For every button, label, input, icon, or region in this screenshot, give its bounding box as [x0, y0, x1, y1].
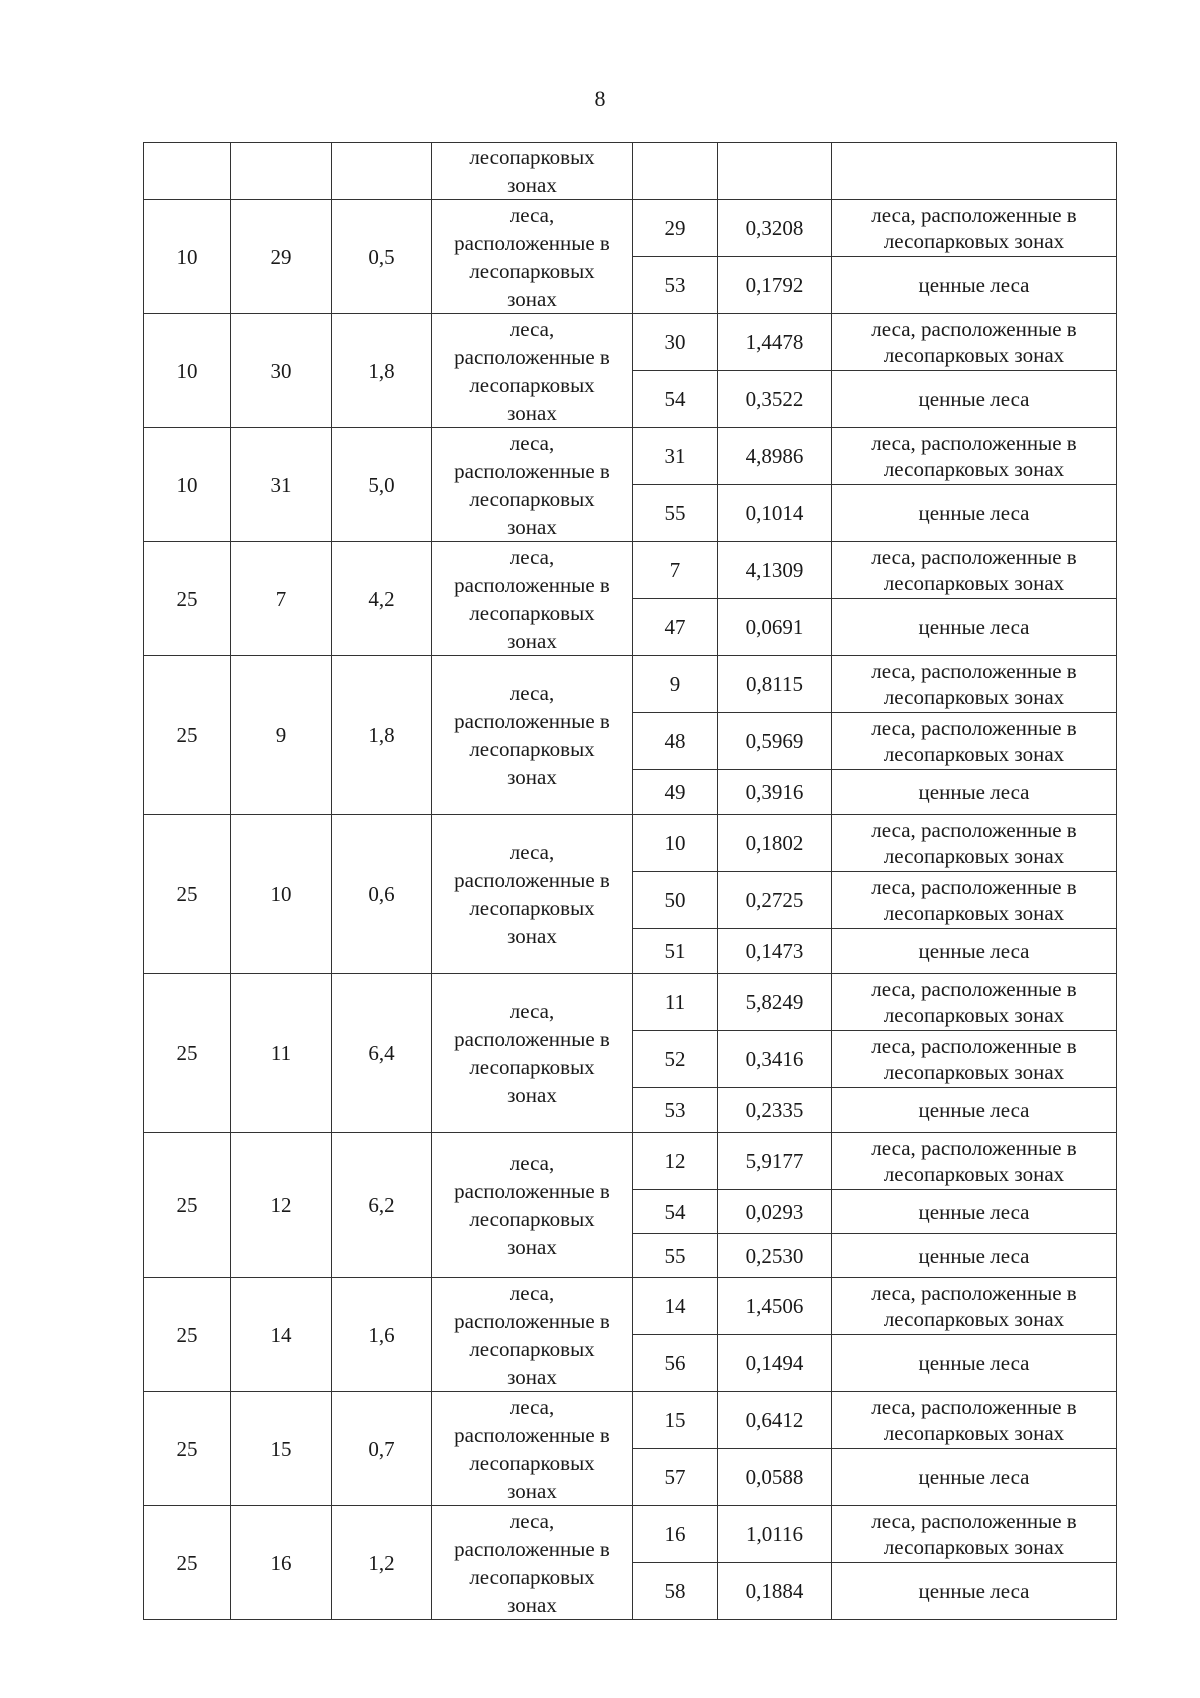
cell-section: 7 — [231, 542, 332, 656]
forest-plots-table — [143, 142, 1117, 1620]
cell-forest-type: ценные леса — [832, 485, 1117, 542]
cell-forest-type: ценные леса — [832, 1563, 1117, 1620]
cell-plot-number: 55 — [633, 1234, 718, 1278]
cell-plot-number: 29 — [633, 200, 718, 257]
cell-section: 30 — [231, 314, 332, 428]
cell-forest-type: леса, расположенные в лесопарковых зонах — [832, 1133, 1117, 1190]
cell-section: 29 — [231, 200, 332, 314]
cell-section: 15 — [231, 1392, 332, 1506]
cell-forest-type: леса, расположенные в лесопарковых зонах — [832, 815, 1117, 872]
table-body — [144, 143, 1117, 1620]
cell-plot-area: 0,0691 — [718, 599, 832, 656]
cell-quarter: 25 — [144, 974, 231, 1133]
cell-plot-number: 50 — [633, 872, 718, 929]
cell-plot-number: 51 — [633, 929, 718, 974]
cell-category: леса, расположенные в лесопарковых зонах — [432, 314, 633, 428]
cell-plot-area: 0,1802 — [718, 815, 832, 872]
cell-quarter: 25 — [144, 656, 231, 815]
cell-plot-number: 52 — [633, 1031, 718, 1088]
cell-plot-number: 57 — [633, 1449, 718, 1506]
cell-plot-number: 30 — [633, 314, 718, 371]
table-row — [144, 428, 1117, 485]
cell-plot-number: 16 — [633, 1506, 718, 1563]
table-row — [144, 1278, 1117, 1335]
cell-category: леса, расположенные в лесопарковых зонах — [432, 1133, 633, 1278]
cell-plot-number: 31 — [633, 428, 718, 485]
cell-total-area: 4,2 — [332, 542, 432, 656]
table-row — [144, 542, 1117, 599]
cell-quarter: 10 — [144, 314, 231, 428]
cell-forest-type: ценные леса — [832, 599, 1117, 656]
cell-empty — [718, 143, 832, 200]
cell-plot-area: 0,0293 — [718, 1190, 832, 1234]
cell-empty — [332, 143, 432, 200]
cell-total-area: 0,6 — [332, 815, 432, 974]
cell-plot-number: 53 — [633, 257, 718, 314]
cell-forest-type: леса, расположенные в лесопарковых зонах — [832, 542, 1117, 599]
cell-forest-type: ценные леса — [832, 371, 1117, 428]
cell-plot-area: 1,4506 — [718, 1278, 832, 1335]
cell-forest-type: леса, расположенные в лесопарковых зонах — [832, 713, 1117, 770]
cell-plot-area: 0,3916 — [718, 770, 832, 815]
cell-forest-type: леса, расположенные в лесопарковых зонах — [832, 1031, 1117, 1088]
cell-plot-area: 0,8115 — [718, 656, 832, 713]
cell-forest-type: ценные леса — [832, 1234, 1117, 1278]
cell-empty — [144, 143, 231, 200]
cell-empty — [832, 143, 1117, 200]
cell-plot-number: 14 — [633, 1278, 718, 1335]
cell-total-area: 6,2 — [332, 1133, 432, 1278]
cell-section: 31 — [231, 428, 332, 542]
table-row — [144, 143, 1117, 200]
cell-category: лесопарковых зонах — [432, 143, 633, 200]
cell-plot-area: 5,8249 — [718, 974, 832, 1031]
cell-plot-area: 5,9177 — [718, 1133, 832, 1190]
cell-section: 10 — [231, 815, 332, 974]
cell-forest-type: леса, расположенные в лесопарковых зонах — [832, 1506, 1117, 1563]
cell-category: леса, расположенные в лесопарковых зонах — [432, 428, 633, 542]
cell-plot-area: 4,1309 — [718, 542, 832, 599]
cell-total-area: 1,6 — [332, 1278, 432, 1392]
cell-quarter: 25 — [144, 1133, 231, 1278]
cell-plot-number: 56 — [633, 1335, 718, 1392]
cell-forest-type: леса, расположенные в лесопарковых зонах — [832, 974, 1117, 1031]
cell-plot-area: 0,1014 — [718, 485, 832, 542]
cell-total-area: 0,5 — [332, 200, 432, 314]
table-row — [144, 1133, 1117, 1190]
cell-plot-number: 54 — [633, 371, 718, 428]
cell-forest-type: леса, расположенные в лесопарковых зонах — [832, 1392, 1117, 1449]
cell-plot-number: 10 — [633, 815, 718, 872]
cell-quarter: 10 — [144, 200, 231, 314]
table-row — [144, 815, 1117, 872]
cell-plot-area: 0,3522 — [718, 371, 832, 428]
cell-plot-area: 1,0116 — [718, 1506, 832, 1563]
cell-quarter: 25 — [144, 1506, 231, 1620]
table-row — [144, 1506, 1117, 1563]
table-row — [144, 974, 1117, 1031]
cell-forest-type: ценные леса — [832, 770, 1117, 815]
cell-quarter: 25 — [144, 815, 231, 974]
cell-category: леса, расположенные в лесопарковых зонах — [432, 542, 633, 656]
cell-forest-type: леса, расположенные в лесопарковых зонах — [832, 872, 1117, 929]
cell-plot-number: 53 — [633, 1088, 718, 1133]
cell-plot-number: 47 — [633, 599, 718, 656]
cell-forest-type: ценные леса — [832, 929, 1117, 974]
cell-plot-area: 0,2335 — [718, 1088, 832, 1133]
cell-plot-area: 0,1884 — [718, 1563, 832, 1620]
cell-plot-area: 0,3208 — [718, 200, 832, 257]
cell-plot-area: 0,2725 — [718, 872, 832, 929]
table-row — [144, 314, 1117, 371]
cell-total-area: 1,2 — [332, 1506, 432, 1620]
cell-plot-number: 58 — [633, 1563, 718, 1620]
cell-section: 11 — [231, 974, 332, 1133]
cell-plot-area: 0,5969 — [718, 713, 832, 770]
cell-total-area: 1,8 — [332, 656, 432, 815]
cell-empty — [633, 143, 718, 200]
cell-category: леса, расположенные в лесопарковых зонах — [432, 974, 633, 1133]
cell-section: 14 — [231, 1278, 332, 1392]
cell-plot-area: 0,1473 — [718, 929, 832, 974]
cell-category: леса, расположенные в лесопарковых зонах — [432, 656, 633, 815]
cell-category: леса, расположенные в лесопарковых зонах — [432, 1278, 633, 1392]
cell-plot-number: 11 — [633, 974, 718, 1031]
cell-category: леса, расположенные в лесопарковых зонах — [432, 200, 633, 314]
cell-plot-area: 0,3416 — [718, 1031, 832, 1088]
cell-forest-type: ценные леса — [832, 257, 1117, 314]
cell-plot-number: 12 — [633, 1133, 718, 1190]
cell-plot-number: 7 — [633, 542, 718, 599]
cell-empty — [231, 143, 332, 200]
cell-forest-type: леса, расположенные в лесопарковых зонах — [832, 428, 1117, 485]
cell-plot-area: 0,1494 — [718, 1335, 832, 1392]
table-row — [144, 200, 1117, 257]
cell-plot-number: 49 — [633, 770, 718, 815]
cell-plot-area: 4,8986 — [718, 428, 832, 485]
cell-plot-number: 54 — [633, 1190, 718, 1234]
cell-forest-type: леса, расположенные в лесопарковых зонах — [832, 314, 1117, 371]
cell-total-area: 1,8 — [332, 314, 432, 428]
cell-forest-type: леса, расположенные в лесопарковых зонах — [832, 1278, 1117, 1335]
cell-section: 9 — [231, 656, 332, 815]
cell-quarter: 10 — [144, 428, 231, 542]
table-row — [144, 1392, 1117, 1449]
cell-plot-area: 0,2530 — [718, 1234, 832, 1278]
cell-forest-type: ценные леса — [832, 1190, 1117, 1234]
cell-total-area: 5,0 — [332, 428, 432, 542]
cell-total-area: 6,4 — [332, 974, 432, 1133]
cell-forest-type: леса, расположенные в лесопарковых зонах — [832, 656, 1117, 713]
cell-plot-number: 9 — [633, 656, 718, 713]
cell-forest-type: леса, расположенные в лесопарковых зонах — [832, 200, 1117, 257]
cell-section: 16 — [231, 1506, 332, 1620]
cell-forest-type: ценные леса — [832, 1335, 1117, 1392]
cell-total-area: 0,7 — [332, 1392, 432, 1506]
cell-category: леса, расположенные в лесопарковых зонах — [432, 1506, 633, 1620]
cell-plot-area: 0,6412 — [718, 1392, 832, 1449]
cell-section: 12 — [231, 1133, 332, 1278]
page-number: 8 — [594, 86, 606, 111]
cell-plot-number: 15 — [633, 1392, 718, 1449]
cell-plot-number: 55 — [633, 485, 718, 542]
cell-forest-type: ценные леса — [832, 1088, 1117, 1133]
cell-quarter: 25 — [144, 1392, 231, 1506]
cell-plot-area: 0,1792 — [718, 257, 832, 314]
cell-quarter: 25 — [144, 1278, 231, 1392]
cell-category: леса, расположенные в лесопарковых зонах — [432, 1392, 633, 1506]
cell-forest-type: ценные леса — [832, 1449, 1117, 1506]
cell-quarter: 25 — [144, 542, 231, 656]
cell-plot-area: 0,0588 — [718, 1449, 832, 1506]
cell-plot-number: 48 — [633, 713, 718, 770]
table-row — [144, 656, 1117, 713]
cell-category: леса, расположенные в лесопарковых зонах — [432, 815, 633, 974]
cell-plot-area: 1,4478 — [718, 314, 832, 371]
